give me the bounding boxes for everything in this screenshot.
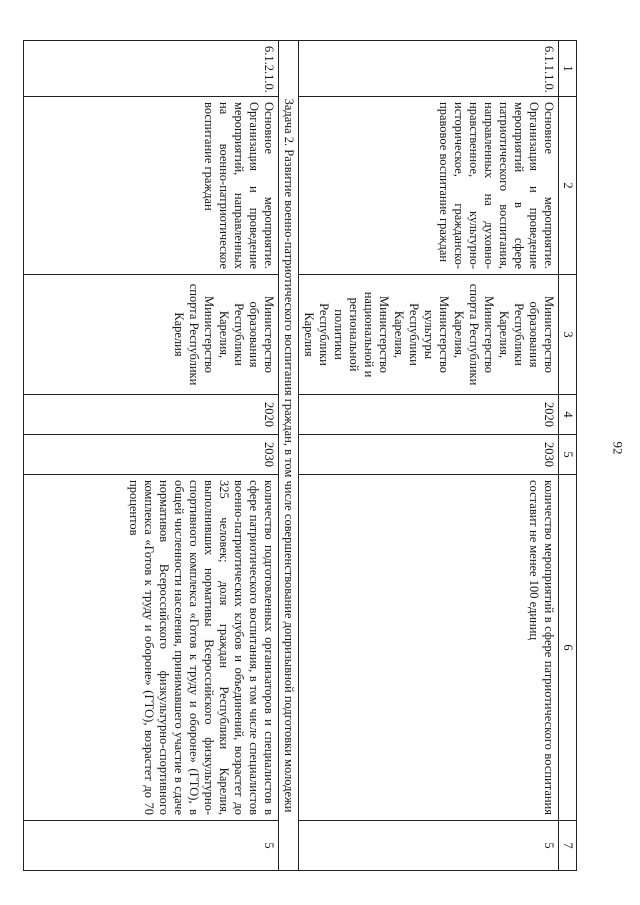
row-start-year: 2020	[24, 395, 279, 435]
header-col-1: 1	[559, 41, 577, 97]
row-name: Основное мероприятие. Организация и проведение мероприятий, направленных на военно-патриотическое воспитание граждан	[24, 97, 279, 275]
table-row	[299, 41, 559, 871]
table-row	[24, 41, 279, 871]
row-ref: 5	[24, 821, 279, 871]
row-executor: Министерство образования Республики Карелия, Министерство спорта Республики Карелия	[24, 275, 279, 395]
task-row	[279, 41, 299, 871]
page-number: 92	[610, 441, 626, 455]
program-table	[23, 40, 577, 871]
row-end-year: 2030	[299, 435, 559, 475]
row-code: 6.1.1.1.0.	[299, 41, 559, 97]
header-row	[559, 41, 577, 871]
header-col-7: 7	[559, 821, 577, 871]
row-ref: 5	[299, 821, 559, 871]
header-col-2: 2	[559, 97, 577, 275]
document-page	[57, 40, 577, 870]
header-col-5: 5	[559, 435, 577, 475]
header-col-3: 3	[559, 275, 577, 395]
row-code: 6.1.2.1.0.	[24, 41, 279, 97]
row-result: количество мероприятий в сфере патриотического воспитания составит не менее 100 единиц	[299, 475, 559, 821]
row-name: Основное мероприятие. Организация и проведение мероприятий в сфере патриотического воспитания, направленных на духовно-нравственное, культурно-историческое, гражданско-правовое воспитание граждан	[299, 97, 559, 275]
header-col-6: 6	[559, 475, 577, 821]
row-start-year: 2020	[299, 395, 559, 435]
row-result: количество подготовленных организаторов и специалистов в сфере патриотического воспитания, в том числе специалистов военно-патриотических клубов и объединений, возрастет до 325 человек; доля граждан Республики Карелия, выполнивших нормативы Всероссийского физкультурно-спортивного комплекса «Готов к труду и обороне» (ГТО), в общей численности населения, принимавшего участие в сдаче нормативов Всероссийского физкультурно-спортивного комплекса «Готов к труду и обороне» (ГТО), возрастет до 70 процентов	[24, 475, 279, 821]
task-heading: Задача 2. Развитие военно-патриотического воспитания граждан, в том числе совершенствование допризывной подготовки молодежи	[279, 41, 299, 871]
row-executor: Министерство образования Республики Карелия, Министерство спорта Республики Карелия, Министерство культуры Республики Карелия, Министерство национальной и региональной политики Республики Карелия	[299, 275, 559, 395]
header-col-4: 4	[559, 395, 577, 435]
row-end-year: 2030	[24, 435, 279, 475]
